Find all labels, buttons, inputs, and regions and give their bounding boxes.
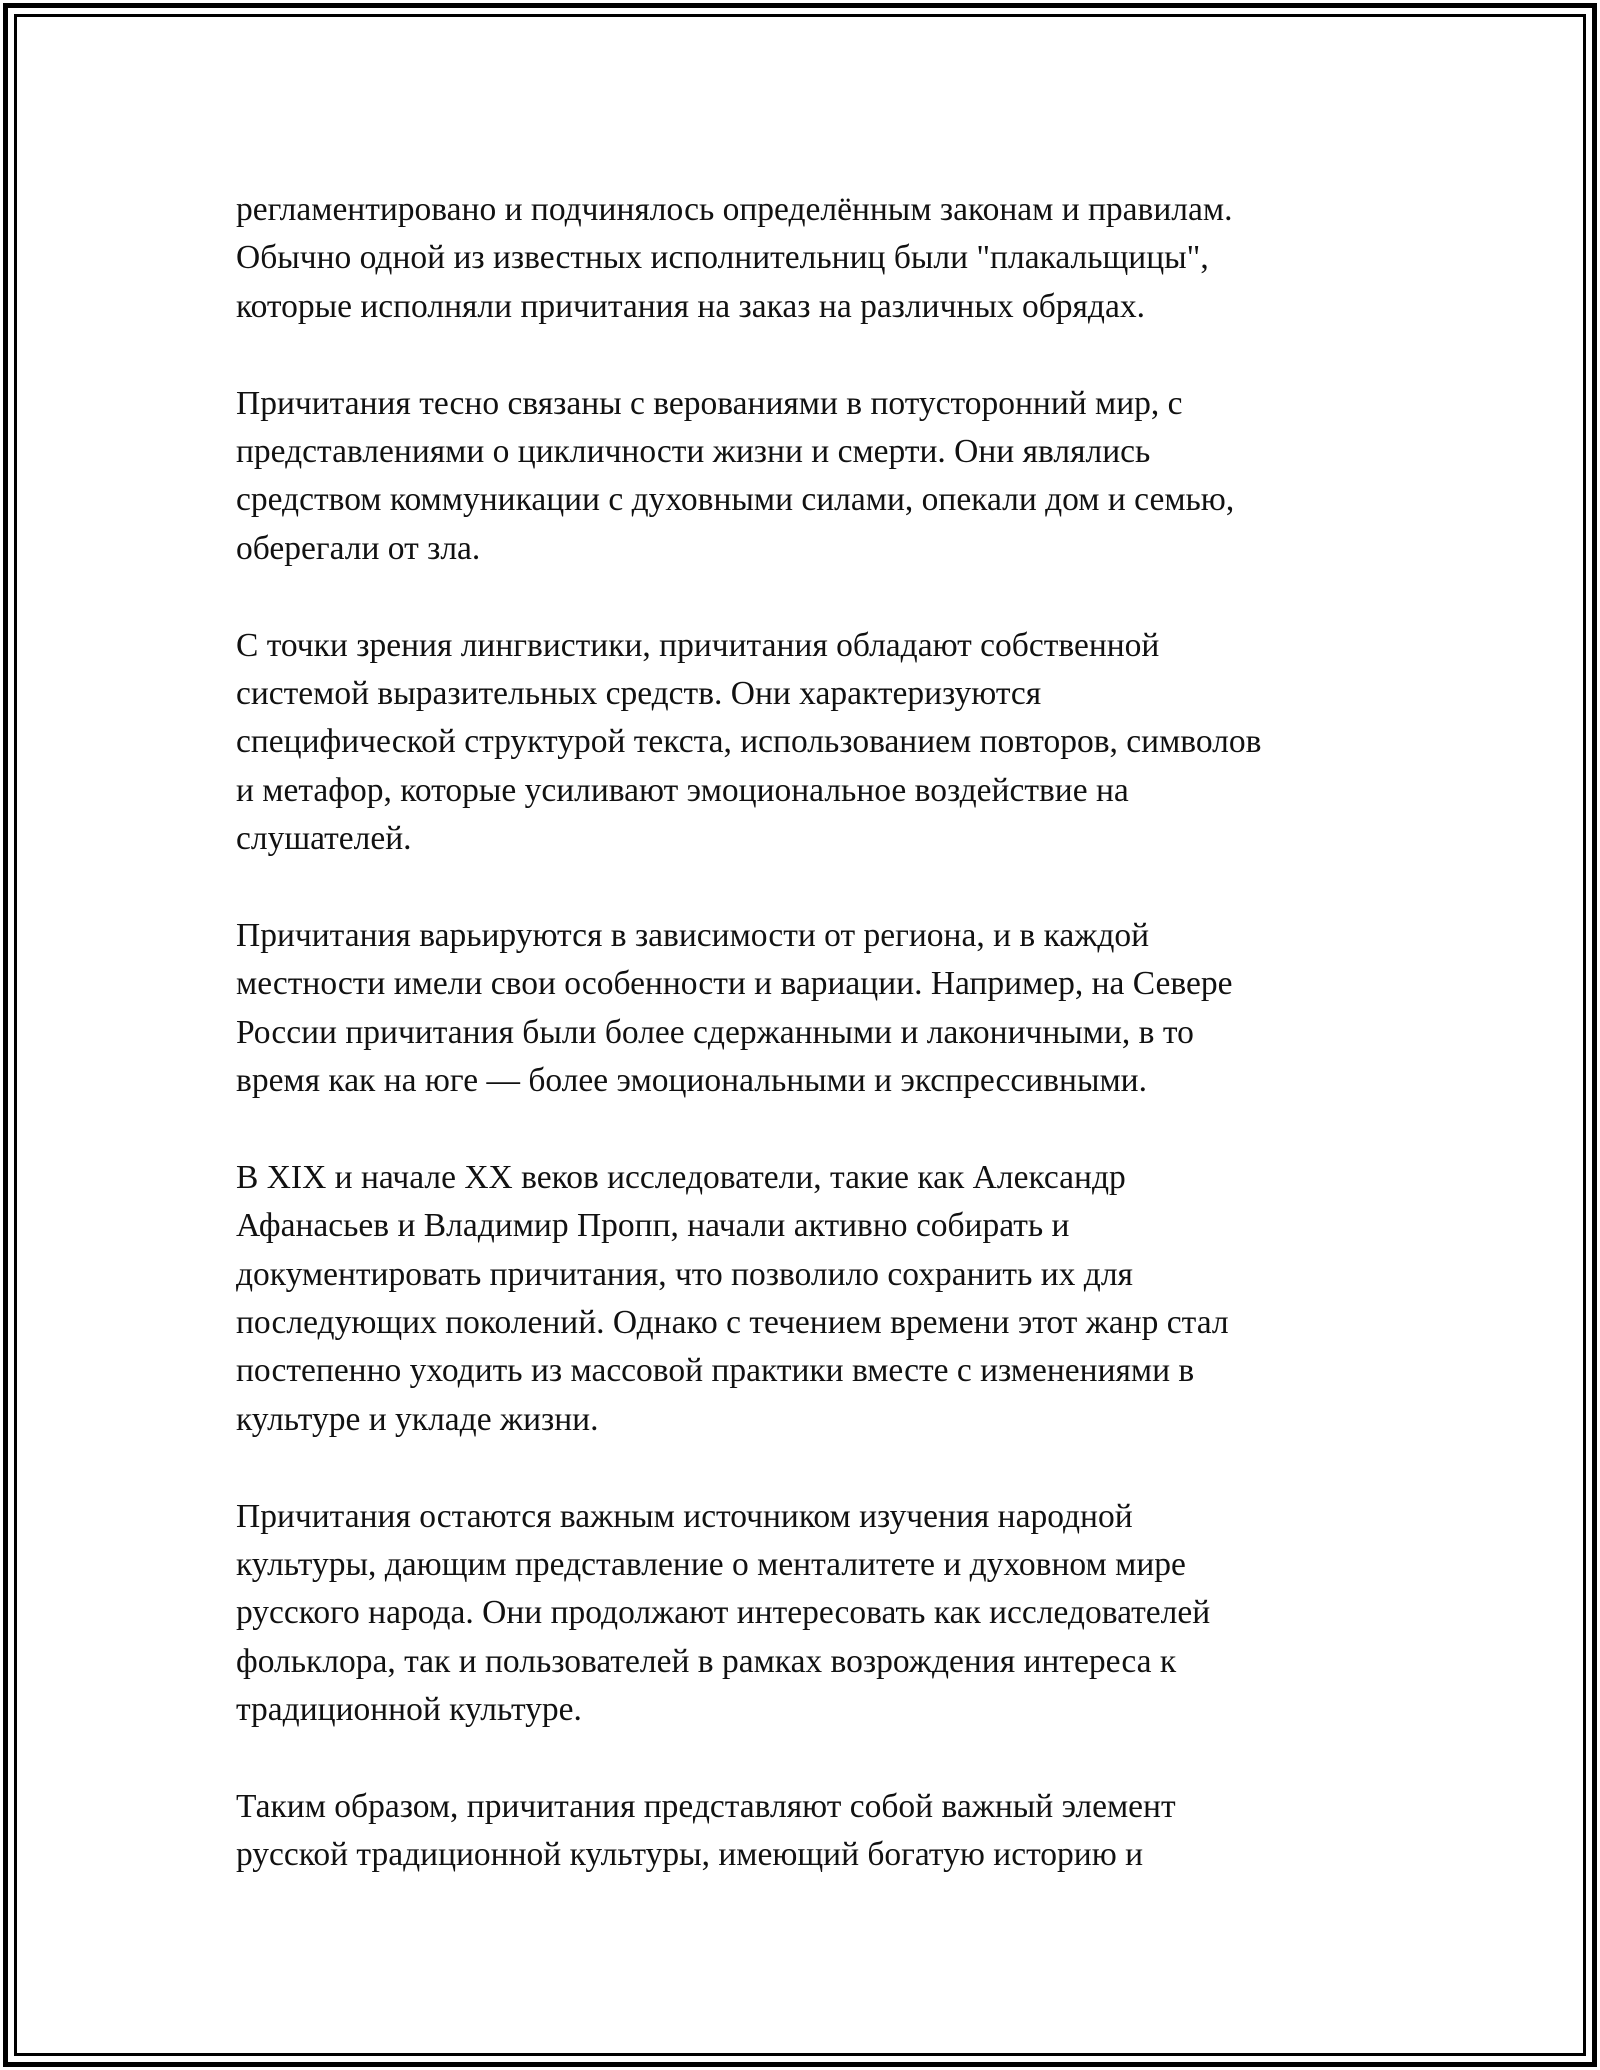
text-line: последующих поколений. Однако с течением времени этот жанр стал [236, 1303, 1229, 1341]
text-line: русской традиционной культуры, имеющий богатую историю и [236, 1836, 1144, 1874]
text-line: Таким образом, причитания представляют собой важный элемент [236, 1787, 1176, 1825]
text-line: слушателей. [236, 820, 412, 858]
text-line: оберегали от зла. [236, 529, 481, 567]
text-line: культуры, дающим представление о менталитете и духовном мире [236, 1545, 1186, 1583]
paragraph [236, 380, 1376, 574]
document-body [236, 186, 1376, 1928]
text-line: местности имели свои особенности и вариации. Например, на Севере [236, 965, 1233, 1003]
paragraph [236, 1154, 1376, 1444]
text-line: специфической структурой текста, использованием повторов, символов [236, 723, 1262, 761]
text-line: время как на юге — более эмоциональными и экспрессивными. [236, 1062, 1147, 1100]
text-line: постепенно уходить из массовой практики вместе с изменениями в [236, 1352, 1195, 1390]
text-line: средством коммуникации с духовными силами, опекали дом и семью, [236, 481, 1235, 519]
paragraph [236, 622, 1376, 864]
text-line: С точки зрения лингвистики, причитания обладают собственной [236, 626, 1160, 664]
paragraph [236, 912, 1376, 1106]
text-line: Причитания варьируются в зависимости от региона, и в каждой [236, 916, 1150, 954]
paragraph [236, 1783, 1376, 1880]
text-line: регламентировано и подчинялось определённым законам и правилам. [236, 191, 1233, 228]
text-line: Обычно одной из известных исполнительниц были "плакальщицы", [236, 239, 1209, 277]
text-line: представлениями о цикличности жизни и смерти. Они являлись [236, 432, 1151, 470]
text-line: культуре и укладе жизни. [236, 1400, 599, 1438]
text-line: традиционной культуре. [236, 1691, 582, 1729]
paragraph [236, 186, 1376, 331]
text-line: русского народа. Они продолжают интересовать как исследователей [236, 1594, 1211, 1632]
text-line: В XIX и начале XX веков исследователи, такие как Александр [236, 1158, 1126, 1196]
text-line: Причитания тесно связаны с верованиями в потусторонний мир, с [236, 384, 1183, 422]
text-line: и метафор, которые усиливают эмоциональное воздействие на [236, 771, 1129, 809]
text-line: России причитания были более сдержанными и лаконичными, в то [236, 1013, 1194, 1051]
text-line: документировать причитания, что позволило сохранить их для [236, 1255, 1133, 1293]
text-line: Афанасьев и Владимир Пропп, начали активно собирать и [236, 1207, 1070, 1245]
text-line: которые исполняли причитания на заказ на различных обрядах. [236, 287, 1145, 325]
text-line: фольклора, так и пользователей в рамках возрождения интереса к [236, 1642, 1177, 1680]
text-line: Причитания остаются важным источником изучения народной [236, 1497, 1133, 1535]
paragraph [236, 1493, 1376, 1735]
text-line: системой выразительных средств. Они характеризуются [236, 674, 1042, 712]
